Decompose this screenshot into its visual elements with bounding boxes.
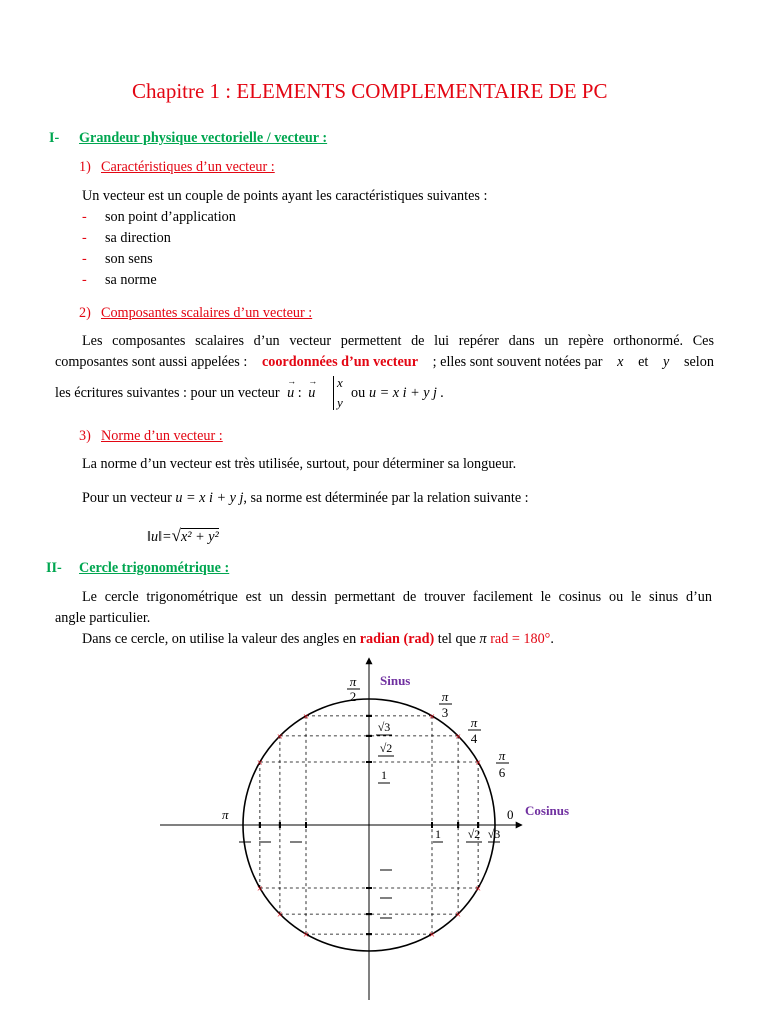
text: selon [683, 354, 714, 370]
keyword-coordonnees: coordonnées d’un vecteur [261, 354, 418, 370]
text: Pour un vecteur [82, 490, 172, 506]
conversion: rad = 180° [490, 631, 551, 647]
pi6-den: 6 [498, 765, 506, 780]
angle-pi6 [496, 748, 509, 780]
sub2-paragraph-line1: Les composantes scalaires d’un vecteur permettent de lui repérer dans un repère orthonormé. Ces [82, 333, 714, 349]
vector-equation: u = x i + y j . [369, 385, 445, 401]
angle-mark: × [276, 730, 284, 743]
zero-label: 0 [507, 807, 514, 822]
var-x: x [617, 354, 624, 370]
sub1-heading: Caractéristiques d’un vecteur : [101, 159, 275, 175]
section-1-number: I- [49, 130, 60, 146]
text: et [638, 354, 649, 370]
sqrt-icon: √ [171, 526, 181, 545]
list-item: sa direction [105, 230, 171, 246]
pi3-den: 3 [441, 705, 449, 720]
sub2-heading: Composantes scalaires d’un vecteur : [101, 305, 313, 321]
pi4-den: 4 [470, 731, 478, 746]
pi4-num: π [470, 715, 478, 730]
angle-pi3 [439, 689, 452, 720]
sub2-number: 2) [79, 305, 91, 321]
list-item: sa norme [105, 272, 157, 288]
angle-mark: × [302, 710, 310, 723]
bullet-dash: - [82, 230, 87, 246]
column-y: y [337, 395, 343, 410]
text: composantes sont aussi appelées : [55, 354, 248, 370]
text: , sa norme est déterminée par la relation suivante : [243, 490, 529, 506]
angle-mark: × [475, 883, 482, 895]
sub3-heading: Norme d’un vecteur : [101, 428, 223, 444]
pi2-den: 2 [349, 689, 357, 704]
list-item: son point d’application [105, 209, 236, 225]
keyword-radian: radian (rad) [359, 631, 435, 647]
text: Dans ce cercle, on utilise la valeur des angles en [82, 631, 357, 647]
norm-lhs: ‖u‖= [147, 529, 172, 545]
angle-pi4 [468, 715, 481, 746]
pi-symbol: π [479, 631, 487, 647]
angle-mark: × [475, 757, 482, 769]
var-y: y [663, 354, 670, 370]
column-x: x [337, 375, 343, 390]
page-title: Chapitre 1 : ELEMENTS COMPLEMENTAIRE DE PC [132, 79, 608, 103]
text-ou: ou [351, 385, 366, 401]
angle-mark: × [256, 883, 263, 895]
cos-values [239, 827, 500, 842]
sub3-number: 3) [79, 428, 91, 444]
sin-half-num: 1 [381, 768, 387, 782]
bullet-dash: - [82, 209, 87, 225]
text: ; elles sont souvent notées par [432, 354, 603, 370]
norm-rhs: x² + y² [180, 529, 219, 545]
pi3-num: π [441, 689, 449, 704]
angle-mark: × [276, 909, 284, 922]
section-1-heading: Grandeur physique vectorielle / vecteur : [79, 130, 328, 146]
text: tel que [437, 631, 476, 647]
cosinus-label: Cosinus [525, 803, 570, 818]
text: : [297, 385, 302, 401]
pi2-num: π [349, 674, 357, 689]
sinus-label: Sinus [380, 673, 411, 688]
pi-label: π [222, 807, 229, 822]
angle-mark: × [454, 730, 462, 743]
sub1-intro: Un vecteur est un couple de points ayant les caractéristiques suivantes : [82, 188, 488, 204]
text: . [550, 631, 554, 647]
section-2-line1: Le cercle trigonométrique est un dessin permettant de trouver facilement le cosinus ou le sinus d’un [82, 589, 712, 605]
sin-sqrt3-num: √3 [377, 720, 391, 734]
angle-mark: × [428, 710, 436, 723]
section-2-number: II- [46, 560, 62, 576]
angle-mark: × [256, 757, 263, 769]
list-item: son sens [105, 251, 153, 267]
angle-mark: × [428, 929, 436, 942]
pi6-num: π [498, 748, 506, 763]
section-2-heading: Cercle trigonométrique : [79, 560, 230, 576]
vector-u: → u [287, 385, 294, 401]
text: les écritures suivantes : pour un vecteur [55, 385, 280, 401]
cos-sqrt2-num: √2 [467, 827, 481, 841]
cos-half-num: 1 [435, 827, 441, 841]
sin-sqrt2-num: √2 [379, 741, 393, 755]
bullet-dash: - [82, 251, 87, 267]
angle-mark: × [302, 929, 310, 942]
vector-u: → u [308, 385, 315, 401]
vector-equation: u = x i + y j [175, 490, 244, 506]
angle-mark: × [454, 909, 462, 922]
cos-sqrt3-num: √3 [487, 827, 501, 841]
section-2-line2: angle particulier. [55, 610, 151, 626]
sub3-paragraph-1: La norme d’un vecteur est très utilisée, surtout, pour déterminer sa longueur. [82, 456, 517, 472]
sub1-number: 1) [79, 159, 91, 175]
bullet-dash: - [82, 272, 87, 288]
